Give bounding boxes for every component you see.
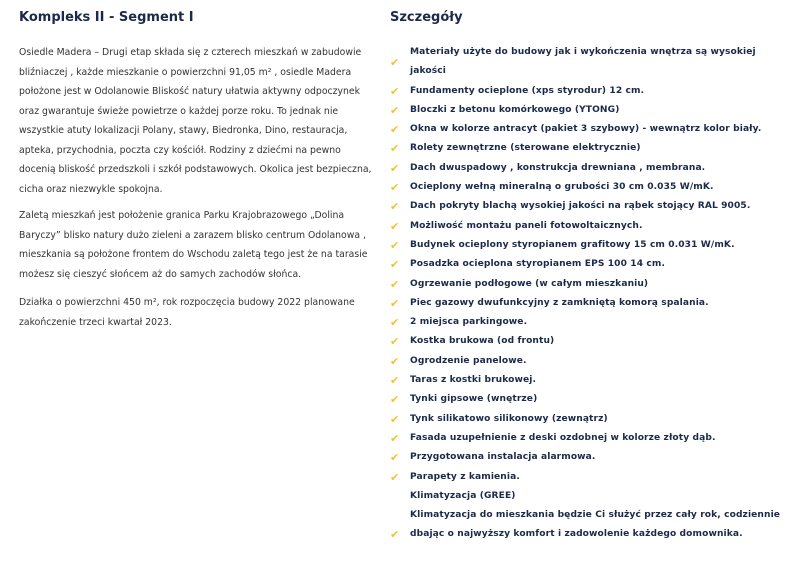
list-item [390, 159, 790, 178]
check-icon: ✔ [390, 451, 400, 465]
details-list [390, 43, 790, 545]
list-item [390, 101, 790, 120]
list-item [390, 468, 790, 487]
check-icon: ✔ [390, 335, 400, 349]
list-item-text: Dach pokryty blachą wysokiej jakości na rąbek stojący RAL 9005. [410, 201, 751, 212]
list-item-text: Taras z kostki brukowej. [410, 375, 537, 386]
check-icon: ✔ [390, 181, 400, 195]
list-item-text: Możliwość montażu paneli fotowoltaicznych. [410, 220, 643, 231]
list-item-text: Przygotowana instalacja alarmowa. [410, 452, 596, 463]
check-icon: ✔ [390, 219, 400, 233]
list-item [390, 448, 790, 467]
list-item [390, 43, 790, 82]
section-title: Kompleks II - Segment I [19, 10, 194, 25]
description-paragraph-2: Zaletą mieszkań jest położenie granica Parku Krajobrazowego „Dolina Baryczy” blisko natury dużo zieleni a zarazem blisko centrum Odolanowa , mieszkania są położone frontem do Wschodu zaletą tego jest że na tarasie możesz się cieszyć słońcem aż do samych zachodów słońca. [19, 210, 368, 280]
check-icon: ✔ [390, 200, 400, 214]
list-item-text: Kostka brukowa (od frontu) [410, 336, 555, 347]
list-item-text: Fasada uzupełnienie z deski ozdobnej w kolorze złoty dąb. [410, 432, 716, 443]
list-item [390, 255, 790, 274]
check-icon: ✔ [390, 56, 400, 69]
check-icon: ✔ [390, 528, 400, 542]
check-icon: ✔ [390, 123, 400, 137]
check-icon: ✔ [390, 374, 400, 388]
list-item [390, 236, 790, 255]
list-item-text: Okna w kolorze antracyt (pakiet 3 szybowy) - wewnątrz kolor biały. [410, 124, 762, 135]
list-item-text: Parapety z kamienia. [410, 471, 520, 482]
list-item-text: Ogrzewanie podłogowe (w całym mieszkaniu) [410, 278, 649, 289]
details-title: Szczegóły [390, 10, 463, 25]
list-item [390, 390, 790, 409]
list-item [390, 487, 790, 506]
list-item [390, 120, 790, 139]
check-icon: ✔ [390, 296, 400, 310]
check-icon: ✔ [390, 277, 400, 291]
description-section [19, 9, 377, 328]
check-icon: ✔ [390, 161, 400, 175]
list-item [390, 371, 790, 390]
list-item-text: Klimatyzacja (GREE) [410, 490, 516, 501]
check-icon: ✔ [390, 354, 400, 368]
check-icon: ✔ [390, 412, 400, 426]
list-item [390, 197, 790, 216]
list-item [390, 294, 790, 313]
list-item-text: Ocieplony wełną mineralną o grubości 30 cm 0.035 W/mK. [410, 182, 714, 193]
list-item [390, 178, 790, 197]
list-item-text: 2 miejsca parkingowe. [410, 317, 528, 328]
list-item [390, 429, 790, 448]
list-item [390, 275, 790, 294]
check-icon: ✔ [390, 470, 400, 484]
list-item [390, 313, 790, 332]
list-item-text: Tynki gipsowe (wnętrze) [410, 394, 538, 405]
list-item-text: Bloczki z betonu komórkowego (YTONG) [410, 104, 620, 115]
list-item-text: Rolety zewnętrzne (sterowane elektrycznie) [410, 143, 641, 154]
check-icon: ✔ [390, 103, 400, 117]
list-item-text: Dach dwuspadowy , konstrukcja drewniana , membrana. [410, 162, 706, 173]
check-icon: ✔ [390, 431, 400, 445]
check-icon: ✔ [390, 316, 400, 330]
list-item-text: Fundamenty ocieplone (xps styrodur) 12 cm. [410, 85, 645, 96]
list-item-text: Materiały użyte do budowy jak i wykończenia wnętrza są wysokiej jakości [410, 47, 756, 77]
list-item-text: Ogrodzenie panelowe. [410, 355, 527, 366]
list-item [390, 139, 790, 158]
check-icon: ✔ [390, 238, 400, 252]
list-item-text: Budynek ocieplony styropianem grafitowy 15 cm 0.031 W/mK. [410, 239, 735, 250]
list-item [390, 506, 790, 545]
check-icon: ✔ [390, 142, 400, 156]
check-icon: ✔ [390, 258, 400, 272]
list-item [390, 352, 790, 371]
check-icon: ✔ [390, 84, 400, 98]
list-item-text: Piec gazowy dwufunkcyjny z zamkniętą komorą spalania. [410, 297, 709, 308]
list-item [390, 410, 790, 429]
list-item-text: Tynk silikatowo silikonowy (zewnątrz) [410, 413, 608, 424]
list-item [390, 82, 790, 101]
list-item-text: Posadzka ocieplona styropianem EPS 100 14 cm. [410, 259, 666, 270]
list-item-text: Klimatyzacja do mieszkania będzie Ci służyć przez cały rok, codziennie dbając o najwyższy komfort i zadowolenie każdego domownika. [410, 510, 781, 540]
check-icon: ✔ [390, 393, 400, 407]
list-item [390, 332, 790, 351]
description-paragraph-3: Działka o powierzchni 450 m², rok rozpoczęcia budowy 2022 planowane zakończenie trzeci kwartał 2023. [19, 297, 355, 328]
list-item [390, 217, 790, 236]
details-section [390, 9, 790, 542]
description-paragraph-1: Osiedle Madera – Drugi etap składa się z czterech mieszkań w zabudowie bliźniaczej , każde mieszkanie o powierzchni 91,05 m² , osiedle Madera położone jest w Odolanowie Bliskość natury ułatwia aktywny odpoczynek oraz gwarantuje świeże powietrze o każdej porze roku. To jednak nie wszystkie atuty lokalizacji Polany, stawy, Biedronka, Dino, restauracja, apteka, przychodnia, poczta czy kościół. Rodziny z dziećmi na pewno docenią bliskość przedszkoli i szkół podstawowych. Okolica jest bezpieczna, cicha oraz niezwykle spokojna. [19, 47, 372, 195]
